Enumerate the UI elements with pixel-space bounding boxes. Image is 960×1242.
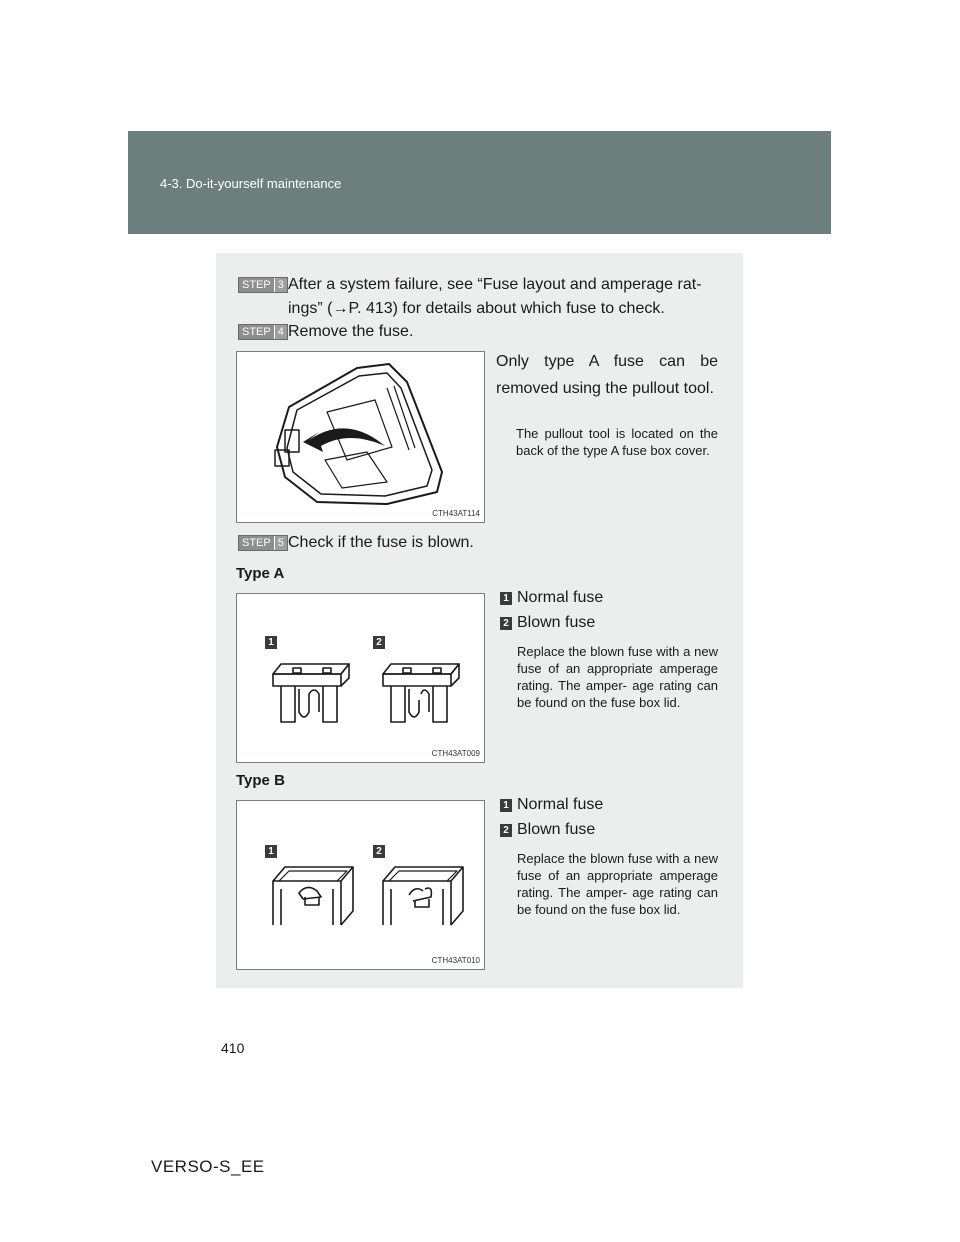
figure-code: CTH43AT010 bbox=[431, 956, 480, 965]
type-a-item-1-number: 1 bbox=[500, 592, 512, 605]
section-title: 4-3. Do-it-yourself maintenance bbox=[160, 176, 342, 191]
step-label: STEP bbox=[242, 537, 271, 549]
footer-code: VERSO-S_EE bbox=[151, 1157, 265, 1176]
type-b-note: Replace the blown fuse with a new fuse of an appropriate amperage rating. The amper- age rating can be found on the fuse box lid. bbox=[517, 851, 718, 917]
step-3-line-1: After a system failure, see “Fuse layout and amperage rat- bbox=[288, 276, 702, 293]
figure-label-1: 1 bbox=[265, 636, 277, 649]
figure-label-2: 2 bbox=[373, 845, 385, 858]
type-a-heading: Type A bbox=[236, 565, 285, 582]
step-3-line-2: ings” (→P. 413) for details about which fuse to check. bbox=[288, 300, 665, 317]
figure-code: CTH43AT114 bbox=[432, 509, 480, 518]
section-header bbox=[128, 131, 831, 234]
type-b-item-2: Blown fuse bbox=[517, 821, 596, 838]
step-label: STEP bbox=[242, 279, 271, 291]
step-5-text: Check if the fuse is blown. bbox=[288, 534, 474, 551]
type-b-fuse-figure bbox=[236, 800, 485, 970]
type-b-fuses-illustration bbox=[237, 801, 484, 969]
step-4-subnote: The pullout tool is located on the back of the type A fuse box cover. bbox=[516, 426, 718, 458]
fuse-box-cover-illustration bbox=[237, 352, 484, 522]
figure-code: CTH43AT009 bbox=[431, 749, 480, 758]
type-a-item-2: Blown fuse bbox=[517, 614, 596, 631]
figure-label-2: 2 bbox=[373, 636, 385, 649]
step-3-badge bbox=[238, 277, 288, 293]
step-4-badge bbox=[238, 324, 288, 340]
type-a-fuse-figure bbox=[236, 593, 485, 763]
step-4-text: Remove the fuse. bbox=[288, 323, 414, 340]
fuse-box-cover-figure bbox=[236, 351, 485, 523]
step-4-note: Only type A fuse can be removed using the pullout tool. bbox=[496, 353, 718, 397]
type-b-heading: Type B bbox=[236, 772, 285, 789]
step-label: STEP bbox=[242, 326, 271, 338]
step-number: 3 bbox=[274, 278, 287, 292]
step-number: 4 bbox=[274, 325, 287, 339]
figure-label-1: 1 bbox=[265, 845, 277, 858]
type-a-item-2-number: 2 bbox=[500, 617, 512, 630]
type-a-fuses-illustration bbox=[237, 594, 484, 762]
step-number: 5 bbox=[274, 536, 287, 550]
type-a-note: Replace the blown fuse with a new fuse of an appropriate amperage rating. The amper- age rating can be found on the fuse box lid. bbox=[517, 644, 718, 710]
step-5-badge bbox=[238, 535, 288, 551]
page-number: 410 bbox=[221, 1040, 245, 1056]
content-panel bbox=[216, 253, 743, 988]
type-a-item-1: Normal fuse bbox=[517, 589, 604, 606]
type-b-item-1: Normal fuse bbox=[517, 796, 604, 813]
type-b-item-2-number: 2 bbox=[500, 824, 512, 837]
type-b-item-1-number: 1 bbox=[500, 799, 512, 812]
